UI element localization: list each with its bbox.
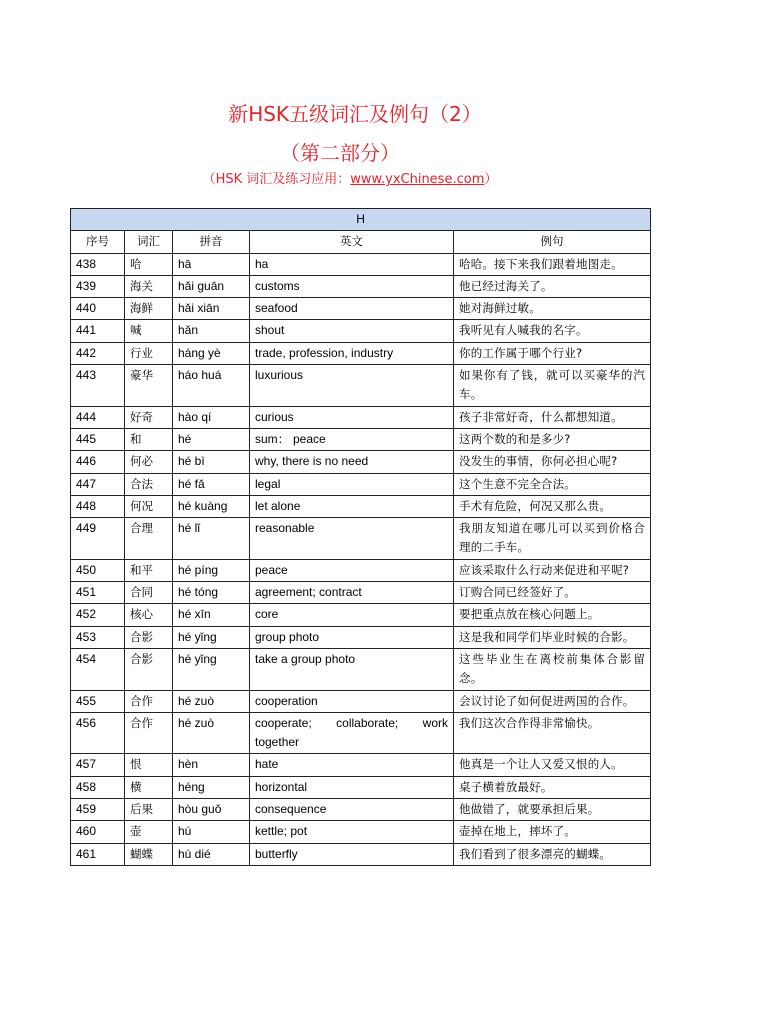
cell-english: seafood xyxy=(250,298,454,320)
cell-number: 438 xyxy=(71,253,125,275)
cell-pinyin: hèn xyxy=(173,754,250,776)
cell-english: customs xyxy=(250,275,454,297)
cell-example: 这个生意不完全合法。 xyxy=(454,473,651,495)
cell-word: 合法 xyxy=(125,473,173,495)
cell-number: 448 xyxy=(71,495,125,517)
cell-number: 457 xyxy=(71,754,125,776)
cell-pinyin: hào qí xyxy=(173,406,250,428)
cell-example: 桌子横着放最好。 xyxy=(454,776,651,798)
cell-word: 合影 xyxy=(125,626,173,648)
cell-pinyin: hǎn xyxy=(173,320,250,342)
cell-number: 455 xyxy=(71,690,125,712)
table-row xyxy=(71,626,651,648)
cell-english: hate xyxy=(250,754,454,776)
cell-number: 453 xyxy=(71,626,125,648)
cell-word: 和平 xyxy=(125,559,173,581)
table-row xyxy=(71,821,651,843)
column-header-word: 词汇 xyxy=(125,231,173,253)
cell-number: 446 xyxy=(71,451,125,473)
table-row xyxy=(71,406,651,428)
cell-number: 451 xyxy=(71,582,125,604)
column-header-english: 英文 xyxy=(250,231,454,253)
cell-example: 他真是一个让人又爱又恨的人。 xyxy=(454,754,651,776)
cell-english: legal xyxy=(250,473,454,495)
cell-number: 456 xyxy=(71,712,125,754)
table-row xyxy=(71,275,651,297)
cell-example: 我听见有人喊我的名字。 xyxy=(454,320,651,342)
cell-english: take a group photo xyxy=(250,648,454,690)
cell-word: 壶 xyxy=(125,821,173,843)
cell-english: why, there is no need xyxy=(250,451,454,473)
cell-number: 440 xyxy=(71,298,125,320)
cell-pinyin: hé píng xyxy=(173,559,250,581)
document-title: 新HSK五级词汇及例句（2） xyxy=(228,102,482,126)
cell-example: 订购合同已经签好了。 xyxy=(454,582,651,604)
cell-pinyin: hā xyxy=(173,253,250,275)
cell-pinyin: hé lǐ xyxy=(173,518,250,560)
cell-number: 443 xyxy=(71,365,125,407)
cell-english: kettle; pot xyxy=(250,821,454,843)
cell-pinyin: hé kuàng xyxy=(173,495,250,517)
cell-number: 460 xyxy=(71,821,125,843)
cell-word: 豪华 xyxy=(125,365,173,407)
cell-english: sum： peace xyxy=(250,428,454,450)
column-header-row xyxy=(71,231,651,253)
cell-example: 他已经过海关了。 xyxy=(454,275,651,297)
cell-english: reasonable xyxy=(250,518,454,560)
cell-number: 459 xyxy=(71,799,125,821)
cell-example: 他做错了，就要承担后果。 xyxy=(454,799,651,821)
section-letter: H xyxy=(71,209,651,231)
cell-number: 441 xyxy=(71,320,125,342)
cell-word: 何必 xyxy=(125,451,173,473)
source-link[interactable]: www.yxChinese.com xyxy=(350,172,485,187)
cell-word: 横 xyxy=(125,776,173,798)
cell-word: 海鲜 xyxy=(125,298,173,320)
table-row xyxy=(71,582,651,604)
cell-english: consequence xyxy=(250,799,454,821)
cell-pinyin: háng yè xyxy=(173,342,250,364)
cell-english: cooperate; collaborate; work together xyxy=(250,712,454,754)
cell-pinyin: hòu guǒ xyxy=(173,799,250,821)
table-row xyxy=(71,365,651,407)
cell-example: 没发生的事情，你何必担心呢? xyxy=(454,451,651,473)
cell-number: 450 xyxy=(71,559,125,581)
cell-number: 439 xyxy=(71,275,125,297)
column-header-number: 序号 xyxy=(71,231,125,253)
cell-word: 蝴蝶 xyxy=(125,843,173,865)
vocabulary-table xyxy=(70,208,651,866)
cell-word: 后果 xyxy=(125,799,173,821)
cell-pinyin: hé fǎ xyxy=(173,473,250,495)
table-row xyxy=(71,604,651,626)
cell-word: 海关 xyxy=(125,275,173,297)
cell-example: 手术有危险，何况又那么贵。 xyxy=(454,495,651,517)
cell-english: let alone xyxy=(250,495,454,517)
cell-pinyin: hé xīn xyxy=(173,604,250,626)
section-header-row xyxy=(71,209,651,231)
cell-number: 445 xyxy=(71,428,125,450)
cell-example: 会议讨论了如何促进两国的合作。 xyxy=(454,690,651,712)
cell-number: 458 xyxy=(71,776,125,798)
cell-word: 行业 xyxy=(125,342,173,364)
cell-english: shout xyxy=(250,320,454,342)
cell-pinyin: hǎi guān xyxy=(173,275,250,297)
cell-pinyin: hú dié xyxy=(173,843,250,865)
cell-example: 这是我和同学们毕业时候的合影。 xyxy=(454,626,651,648)
table-row xyxy=(71,253,651,275)
cell-word: 喊 xyxy=(125,320,173,342)
cell-example: 我朋友知道在哪儿可以买到价格合理的二手车。 xyxy=(454,518,651,560)
table-row xyxy=(71,559,651,581)
cell-pinyin: hé yǐng xyxy=(173,648,250,690)
cell-example: 她对海鲜过敏。 xyxy=(454,298,651,320)
source-suffix: ） xyxy=(484,172,498,187)
cell-pinyin: hé zuò xyxy=(173,712,250,754)
cell-pinyin: hé yǐng xyxy=(173,626,250,648)
cell-english: ha xyxy=(250,253,454,275)
table-row xyxy=(71,648,651,690)
cell-english: horizontal xyxy=(250,776,454,798)
cell-pinyin: háo huá xyxy=(173,365,250,407)
table-row xyxy=(71,495,651,517)
cell-example: 这些毕业生在离校前集体合影留念。 xyxy=(454,648,651,690)
cell-word: 何况 xyxy=(125,495,173,517)
cell-word: 哈 xyxy=(125,253,173,275)
cell-word: 合影 xyxy=(125,648,173,690)
cell-number: 444 xyxy=(71,406,125,428)
cell-example: 要把重点放在核心问题上。 xyxy=(454,604,651,626)
cell-example: 这两个数的和是多少? xyxy=(454,428,651,450)
cell-english: butterfly xyxy=(250,843,454,865)
cell-pinyin: hé bì xyxy=(173,451,250,473)
cell-number: 442 xyxy=(71,342,125,364)
table-row xyxy=(71,843,651,865)
cell-english: curious xyxy=(250,406,454,428)
cell-example: 我们看到了很多漂亮的蝴蝶。 xyxy=(454,843,651,865)
table-row xyxy=(71,473,651,495)
cell-word: 核心 xyxy=(125,604,173,626)
cell-example: 如果你有了钱，就可以买豪华的汽车。 xyxy=(454,365,651,407)
cell-english: luxurious xyxy=(250,365,454,407)
cell-pinyin: hé xyxy=(173,428,250,450)
source-line xyxy=(0,172,700,188)
cell-word: 好奇 xyxy=(125,406,173,428)
cell-word: 恨 xyxy=(125,754,173,776)
table-row xyxy=(71,320,651,342)
table-row xyxy=(71,690,651,712)
cell-english: agreement; contract xyxy=(250,582,454,604)
table-row xyxy=(71,776,651,798)
cell-pinyin: hǎi xiān xyxy=(173,298,250,320)
table-row xyxy=(71,451,651,473)
table-row xyxy=(71,799,651,821)
cell-english: group photo xyxy=(250,626,454,648)
cell-example: 你的工作属于哪个行业? xyxy=(454,342,651,364)
cell-word: 合作 xyxy=(125,712,173,754)
cell-example: 应该采取什么行动来促进和平呢? xyxy=(454,559,651,581)
table-row xyxy=(71,754,651,776)
cell-english: core xyxy=(250,604,454,626)
cell-english: cooperation xyxy=(250,690,454,712)
cell-example: 壶掉在地上，摔坏了。 xyxy=(454,821,651,843)
cell-pinyin: héng xyxy=(173,776,250,798)
cell-word: 合同 xyxy=(125,582,173,604)
cell-example: 孩子非常好奇，什么都想知道。 xyxy=(454,406,651,428)
cell-english: trade, profession, industry xyxy=(250,342,454,364)
cell-pinyin: hé tóng xyxy=(173,582,250,604)
cell-example: 哈哈。接下来我们跟着地图走。 xyxy=(454,253,651,275)
cell-pinyin: hú xyxy=(173,821,250,843)
cell-word: 合作 xyxy=(125,690,173,712)
table-row xyxy=(71,518,651,560)
cell-example: 我们这次合作得非常愉快。 xyxy=(454,712,651,754)
table-row xyxy=(71,428,651,450)
cell-word: 和 xyxy=(125,428,173,450)
document-subtitle: （第二部分） xyxy=(280,141,400,165)
table-row xyxy=(71,342,651,364)
column-header-pinyin: 拼音 xyxy=(173,231,250,253)
column-header-example: 例句 xyxy=(454,231,651,253)
cell-english: peace xyxy=(250,559,454,581)
source-prefix: （HSK 词汇及练习应用： xyxy=(202,172,351,187)
cell-pinyin: hé zuò xyxy=(173,690,250,712)
cell-number: 461 xyxy=(71,843,125,865)
cell-number: 449 xyxy=(71,518,125,560)
cell-number: 452 xyxy=(71,604,125,626)
cell-number: 447 xyxy=(71,473,125,495)
cell-word: 合理 xyxy=(125,518,173,560)
table-row xyxy=(71,712,651,754)
cell-number: 454 xyxy=(71,648,125,690)
table-row xyxy=(71,298,651,320)
